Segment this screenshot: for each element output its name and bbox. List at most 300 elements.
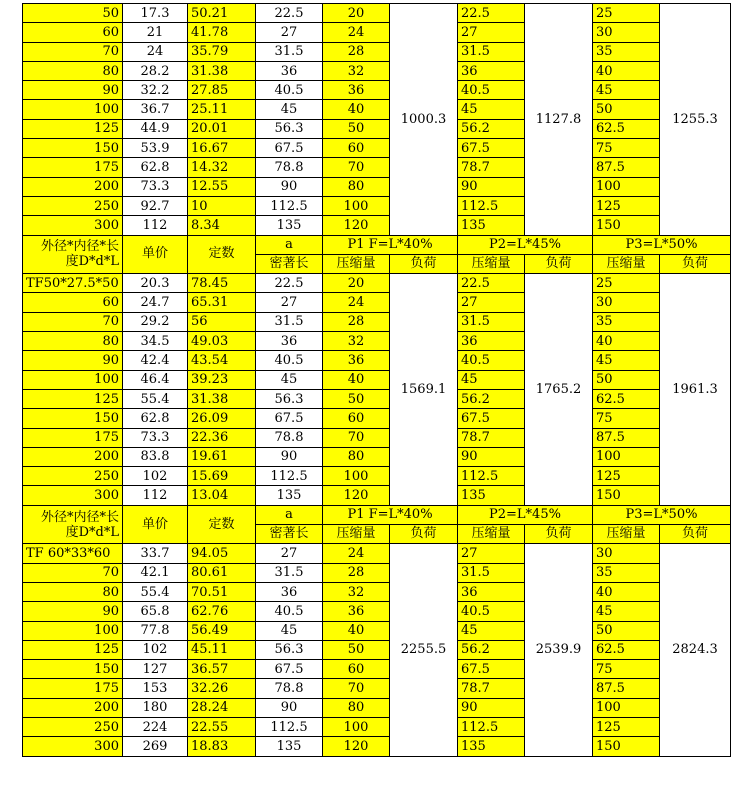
cell-quantity: 49.03 — [188, 332, 256, 351]
cell-p1-compression: 28 — [323, 312, 390, 331]
header-quantity: 定数 — [188, 505, 256, 544]
cell-p1-compression: 100 — [323, 717, 390, 736]
cell-unit-price: 46.4 — [123, 370, 188, 389]
cell-quantity: 80.61 — [188, 563, 256, 582]
table-row — [23, 4, 731, 23]
cell-p3-compression: 40 — [593, 61, 660, 80]
table-row — [23, 447, 731, 466]
cell-unit-price: 24.7 — [123, 293, 188, 312]
cell-solid-length: 31.5 — [256, 563, 323, 582]
cell-p3-compression: 30 — [593, 544, 660, 563]
cell-quantity: 56.49 — [188, 621, 256, 640]
table-row — [23, 81, 731, 100]
cell-unit-price: 127 — [123, 660, 188, 679]
header-p3-compression: 压缩量 — [593, 525, 660, 544]
header-p1: P1 F=L*40% — [323, 505, 458, 524]
cell-size: 150 — [23, 139, 123, 158]
header-row — [23, 235, 731, 254]
cell-unit-price: 42.4 — [123, 351, 188, 370]
cell-p2-compression: 36 — [458, 332, 525, 351]
header-unit-price: 单价 — [123, 235, 188, 274]
cell-unit-price: 65.8 — [123, 602, 188, 621]
cell-size: 70 — [23, 312, 123, 331]
cell-p1-compression: 60 — [323, 409, 390, 428]
cell-solid-length: 90 — [256, 698, 323, 717]
cell-p1-load: 1569.1 — [390, 274, 458, 506]
cell-p2-compression: 56.2 — [458, 389, 525, 408]
table-row — [23, 582, 731, 601]
cell-p2-load: 1765.2 — [525, 274, 593, 506]
cell-p1-compression: 120 — [323, 737, 390, 756]
cell-p3-compression: 40 — [593, 332, 660, 351]
cell-unit-price: 92.7 — [123, 196, 188, 215]
table-row — [23, 428, 731, 447]
table-row — [23, 679, 731, 698]
cell-size: TF 60*33*60 — [23, 544, 123, 563]
cell-p1-compression: 40 — [323, 370, 390, 389]
cell-unit-price: 112 — [123, 216, 188, 235]
cell-size: 70 — [23, 563, 123, 582]
cell-unit-price: 20.3 — [123, 274, 188, 293]
cell-p1-compression: 32 — [323, 61, 390, 80]
cell-p3-compression: 40 — [593, 582, 660, 601]
cell-p2-compression: 45 — [458, 100, 525, 119]
header-row — [23, 505, 731, 524]
cell-quantity: 27.85 — [188, 81, 256, 100]
table-row — [23, 42, 731, 61]
cell-quantity: 39.23 — [188, 370, 256, 389]
cell-p2-compression: 135 — [458, 737, 525, 756]
cell-p3-load: 2824.3 — [660, 544, 731, 756]
cell-size: 200 — [23, 698, 123, 717]
cell-size: 250 — [23, 717, 123, 736]
header-p1-compression: 压缩量 — [323, 254, 390, 273]
cell-p3-compression: 30 — [593, 23, 660, 42]
cell-solid-length: 45 — [256, 370, 323, 389]
cell-unit-price: 29.2 — [123, 312, 188, 331]
cell-p2-compression: 67.5 — [458, 660, 525, 679]
cell-p1-compression: 20 — [323, 4, 390, 23]
cell-solid-length: 27 — [256, 23, 323, 42]
cell-p2-compression: 22.5 — [458, 4, 525, 23]
cell-unit-price: 83.8 — [123, 447, 188, 466]
cell-p1-compression: 60 — [323, 139, 390, 158]
cell-quantity: 36.57 — [188, 660, 256, 679]
header-solid-length: 密著长 — [256, 254, 323, 273]
cell-quantity: 22.36 — [188, 428, 256, 447]
cell-p3-compression: 45 — [593, 81, 660, 100]
cell-p1-compression: 50 — [323, 119, 390, 138]
table-row — [23, 158, 731, 177]
table-row — [23, 467, 731, 486]
header-p2-load: 负荷 — [525, 254, 593, 273]
cell-p2-compression: 40.5 — [458, 351, 525, 370]
cell-p1-compression: 80 — [323, 447, 390, 466]
cell-p1-compression: 100 — [323, 467, 390, 486]
table-row — [23, 602, 731, 621]
cell-p2-compression: 90 — [458, 447, 525, 466]
cell-p1-compression: 50 — [323, 640, 390, 659]
cell-size: 150 — [23, 409, 123, 428]
cell-quantity: 22.55 — [188, 717, 256, 736]
cell-unit-price: 73.3 — [123, 428, 188, 447]
header-unit-price: 单价 — [123, 505, 188, 544]
cell-quantity: 50.21 — [188, 4, 256, 23]
cell-quantity: 15.69 — [188, 467, 256, 486]
cell-p1-compression: 70 — [323, 428, 390, 447]
table-row — [23, 332, 731, 351]
table-row — [23, 61, 731, 80]
cell-unit-price: 53.9 — [123, 139, 188, 158]
table-row — [23, 274, 731, 293]
cell-quantity: 26.09 — [188, 409, 256, 428]
cell-quantity: 65.31 — [188, 293, 256, 312]
table-row — [23, 216, 731, 235]
cell-unit-price: 224 — [123, 717, 188, 736]
table-row — [23, 640, 731, 659]
header-p1-load: 负荷 — [390, 254, 458, 273]
cell-p2-compression: 45 — [458, 370, 525, 389]
cell-p1-compression: 36 — [323, 81, 390, 100]
cell-p1-compression: 28 — [323, 42, 390, 61]
header-p2: P2=L*45% — [458, 505, 593, 524]
cell-p2-compression: 31.5 — [458, 42, 525, 61]
cell-p3-compression: 87.5 — [593, 679, 660, 698]
cell-size: 100 — [23, 621, 123, 640]
table-row — [23, 544, 731, 563]
cell-p1-load: 1000.3 — [390, 4, 458, 236]
cell-p2-compression: 40.5 — [458, 602, 525, 621]
cell-unit-price: 42.1 — [123, 563, 188, 582]
spring-spec-table — [22, 3, 731, 757]
cell-unit-price: 102 — [123, 640, 188, 659]
cell-p3-compression: 75 — [593, 139, 660, 158]
cell-solid-length: 112.5 — [256, 467, 323, 486]
table-row — [23, 717, 731, 736]
cell-size: 250 — [23, 196, 123, 215]
table-row — [23, 563, 731, 582]
cell-quantity: 70.51 — [188, 582, 256, 601]
cell-p3-compression: 50 — [593, 621, 660, 640]
cell-p1-compression: 32 — [323, 582, 390, 601]
cell-size: 175 — [23, 158, 123, 177]
header-size-line2: 度D*d*L — [65, 524, 119, 540]
table-row — [23, 119, 731, 138]
cell-size: 175 — [23, 679, 123, 698]
cell-quantity: 45.11 — [188, 640, 256, 659]
cell-solid-length: 36 — [256, 582, 323, 601]
cell-p3-compression: 150 — [593, 737, 660, 756]
cell-p3-load: 1255.3 — [660, 4, 731, 236]
header-size — [23, 235, 123, 274]
cell-p3-compression: 100 — [593, 447, 660, 466]
cell-p3-compression: 35 — [593, 563, 660, 582]
table-row — [23, 486, 731, 505]
cell-p2-compression: 27 — [458, 23, 525, 42]
cell-size: 60 — [23, 23, 123, 42]
cell-p2-compression: 112.5 — [458, 196, 525, 215]
header-p1-load: 负荷 — [390, 525, 458, 544]
cell-solid-length: 135 — [256, 216, 323, 235]
cell-size: 90 — [23, 81, 123, 100]
cell-size: 175 — [23, 428, 123, 447]
cell-p1-compression: 24 — [323, 544, 390, 563]
cell-solid-length: 40.5 — [256, 81, 323, 100]
cell-p3-compression: 125 — [593, 467, 660, 486]
cell-size: 125 — [23, 119, 123, 138]
cell-size: TF50*27.5*50 — [23, 274, 123, 293]
table-row — [23, 389, 731, 408]
cell-solid-length: 78.8 — [256, 428, 323, 447]
cell-size: 125 — [23, 640, 123, 659]
cell-p2-compression: 56.2 — [458, 119, 525, 138]
table-row — [23, 351, 731, 370]
cell-unit-price: 21 — [123, 23, 188, 42]
cell-p2-compression: 36 — [458, 582, 525, 601]
header-a: a — [256, 235, 323, 254]
cell-p1-compression: 120 — [323, 486, 390, 505]
cell-p1-compression: 40 — [323, 100, 390, 119]
header-p3: P3=L*50% — [593, 505, 731, 524]
cell-solid-length: 36 — [256, 61, 323, 80]
cell-unit-price: 153 — [123, 679, 188, 698]
cell-quantity: 94.05 — [188, 544, 256, 563]
cell-p3-compression: 25 — [593, 274, 660, 293]
cell-size: 125 — [23, 389, 123, 408]
table-row — [23, 100, 731, 119]
cell-unit-price: 62.8 — [123, 158, 188, 177]
cell-p1-compression: 36 — [323, 351, 390, 370]
cell-unit-price: 73.3 — [123, 177, 188, 196]
cell-size: 60 — [23, 293, 123, 312]
cell-p1-compression: 20 — [323, 274, 390, 293]
table-row — [23, 698, 731, 717]
cell-solid-length: 90 — [256, 447, 323, 466]
cell-p3-compression: 62.5 — [593, 389, 660, 408]
cell-solid-length: 135 — [256, 486, 323, 505]
cell-solid-length: 56.3 — [256, 640, 323, 659]
cell-p3-compression: 75 — [593, 409, 660, 428]
cell-p3-compression: 150 — [593, 216, 660, 235]
cell-solid-length: 22.5 — [256, 274, 323, 293]
cell-quantity: 35.79 — [188, 42, 256, 61]
cell-unit-price: 55.4 — [123, 582, 188, 601]
cell-quantity: 78.45 — [188, 274, 256, 293]
cell-size: 300 — [23, 737, 123, 756]
cell-solid-length: 31.5 — [256, 312, 323, 331]
cell-p3-compression: 30 — [593, 293, 660, 312]
header-size — [23, 505, 123, 544]
header-p3: P3=L*50% — [593, 235, 731, 254]
cell-p1-compression: 36 — [323, 602, 390, 621]
cell-quantity: 25.11 — [188, 100, 256, 119]
cell-p1-compression: 120 — [323, 216, 390, 235]
cell-p3-compression: 125 — [593, 196, 660, 215]
cell-solid-length: 90 — [256, 177, 323, 196]
cell-quantity: 10 — [188, 196, 256, 215]
cell-p2-compression: 27 — [458, 544, 525, 563]
cell-unit-price: 112 — [123, 486, 188, 505]
cell-quantity: 32.26 — [188, 679, 256, 698]
header-p2-compression: 压缩量 — [458, 525, 525, 544]
cell-p1-compression: 70 — [323, 679, 390, 698]
table-row — [23, 312, 731, 331]
cell-p2-compression: 78.7 — [458, 158, 525, 177]
cell-p3-compression: 35 — [593, 42, 660, 61]
cell-size: 90 — [23, 351, 123, 370]
cell-solid-length: 31.5 — [256, 42, 323, 61]
header-a: a — [256, 505, 323, 524]
cell-size: 90 — [23, 602, 123, 621]
header-p3-load: 负荷 — [660, 254, 731, 273]
cell-p3-compression: 45 — [593, 602, 660, 621]
header-quantity: 定数 — [188, 235, 256, 274]
table-row — [23, 293, 731, 312]
cell-unit-price: 77.8 — [123, 621, 188, 640]
cell-p2-load: 1127.8 — [525, 4, 593, 236]
cell-size: 200 — [23, 177, 123, 196]
cell-size: 100 — [23, 100, 123, 119]
cell-p2-compression: 78.7 — [458, 679, 525, 698]
cell-quantity: 41.78 — [188, 23, 256, 42]
cell-p1-compression: 70 — [323, 158, 390, 177]
header-p2-compression: 压缩量 — [458, 254, 525, 273]
cell-unit-price: 34.5 — [123, 332, 188, 351]
cell-quantity: 31.38 — [188, 389, 256, 408]
cell-quantity: 56 — [188, 312, 256, 331]
cell-solid-length: 56.3 — [256, 119, 323, 138]
cell-p2-compression: 90 — [458, 698, 525, 717]
cell-p2-compression: 36 — [458, 61, 525, 80]
cell-size: 250 — [23, 467, 123, 486]
cell-quantity: 28.24 — [188, 698, 256, 717]
cell-unit-price: 24 — [123, 42, 188, 61]
cell-solid-length: 78.8 — [256, 679, 323, 698]
cell-p1-load: 2255.5 — [390, 544, 458, 756]
cell-solid-length: 67.5 — [256, 409, 323, 428]
cell-quantity: 18.83 — [188, 737, 256, 756]
header-p2-load: 负荷 — [525, 525, 593, 544]
cell-size: 80 — [23, 332, 123, 351]
header-solid-length: 密著长 — [256, 525, 323, 544]
cell-solid-length: 112.5 — [256, 196, 323, 215]
cell-quantity: 20.01 — [188, 119, 256, 138]
cell-unit-price: 44.9 — [123, 119, 188, 138]
cell-unit-price: 32.2 — [123, 81, 188, 100]
header-p3-load: 负荷 — [660, 525, 731, 544]
cell-p3-compression: 25 — [593, 4, 660, 23]
cell-unit-price: 62.8 — [123, 409, 188, 428]
cell-p2-compression: 31.5 — [458, 563, 525, 582]
cell-size: 100 — [23, 370, 123, 389]
cell-unit-price: 33.7 — [123, 544, 188, 563]
cell-p1-compression: 80 — [323, 698, 390, 717]
table-row — [23, 177, 731, 196]
cell-solid-length: 40.5 — [256, 351, 323, 370]
cell-unit-price: 269 — [123, 737, 188, 756]
cell-p1-compression: 60 — [323, 660, 390, 679]
table-row — [23, 139, 731, 158]
cell-p3-compression: 100 — [593, 698, 660, 717]
cell-quantity: 16.67 — [188, 139, 256, 158]
cell-size: 300 — [23, 486, 123, 505]
cell-p2-load: 2539.9 — [525, 544, 593, 756]
cell-solid-length: 67.5 — [256, 660, 323, 679]
cell-size: 50 — [23, 4, 123, 23]
cell-p2-compression: 67.5 — [458, 139, 525, 158]
header-p3-compression: 压缩量 — [593, 254, 660, 273]
cell-p3-compression: 87.5 — [593, 428, 660, 447]
cell-p3-compression: 125 — [593, 717, 660, 736]
cell-size: 80 — [23, 582, 123, 601]
cell-p3-compression: 50 — [593, 100, 660, 119]
cell-unit-price: 36.7 — [123, 100, 188, 119]
cell-p3-compression: 62.5 — [593, 640, 660, 659]
cell-p1-compression: 24 — [323, 23, 390, 42]
header-size-line1: 外径*内径*长 — [40, 509, 119, 525]
cell-p2-compression: 135 — [458, 216, 525, 235]
cell-quantity: 19.61 — [188, 447, 256, 466]
cell-solid-length: 56.3 — [256, 389, 323, 408]
cell-quantity: 12.55 — [188, 177, 256, 196]
table-row — [23, 196, 731, 215]
cell-p1-compression: 24 — [323, 293, 390, 312]
cell-solid-length: 36 — [256, 332, 323, 351]
cell-quantity: 62.76 — [188, 602, 256, 621]
cell-p1-compression: 28 — [323, 563, 390, 582]
cell-size: 200 — [23, 447, 123, 466]
cell-solid-length: 22.5 — [256, 4, 323, 23]
cell-size: 300 — [23, 216, 123, 235]
cell-size: 70 — [23, 42, 123, 61]
cell-p3-compression: 150 — [593, 486, 660, 505]
cell-unit-price: 28.2 — [123, 61, 188, 80]
cell-p3-compression: 87.5 — [593, 158, 660, 177]
table-row — [23, 409, 731, 428]
cell-p2-compression: 56.2 — [458, 640, 525, 659]
cell-p2-compression: 112.5 — [458, 717, 525, 736]
cell-unit-price: 180 — [123, 698, 188, 717]
cell-p2-compression: 78.7 — [458, 428, 525, 447]
cell-p2-compression: 40.5 — [458, 81, 525, 100]
cell-size: 80 — [23, 61, 123, 80]
cell-p2-compression: 22.5 — [458, 274, 525, 293]
cell-p2-compression: 27 — [458, 293, 525, 312]
cell-p1-compression: 80 — [323, 177, 390, 196]
table-row — [23, 23, 731, 42]
cell-solid-length: 135 — [256, 737, 323, 756]
cell-p1-compression: 32 — [323, 332, 390, 351]
cell-p2-compression: 67.5 — [458, 409, 525, 428]
cell-p3-load: 1961.3 — [660, 274, 731, 506]
cell-p3-compression: 75 — [593, 660, 660, 679]
cell-solid-length: 45 — [256, 100, 323, 119]
header-p2: P2=L*45% — [458, 235, 593, 254]
cell-solid-length: 27 — [256, 293, 323, 312]
cell-size: 150 — [23, 660, 123, 679]
cell-p2-compression: 90 — [458, 177, 525, 196]
cell-p1-compression: 40 — [323, 621, 390, 640]
cell-solid-length: 27 — [256, 544, 323, 563]
cell-unit-price: 55.4 — [123, 389, 188, 408]
cell-quantity: 31.38 — [188, 61, 256, 80]
cell-p1-compression: 50 — [323, 389, 390, 408]
cell-p2-compression: 45 — [458, 621, 525, 640]
cell-solid-length: 40.5 — [256, 602, 323, 621]
cell-p3-compression: 45 — [593, 351, 660, 370]
table-row — [23, 737, 731, 756]
cell-p3-compression: 50 — [593, 370, 660, 389]
